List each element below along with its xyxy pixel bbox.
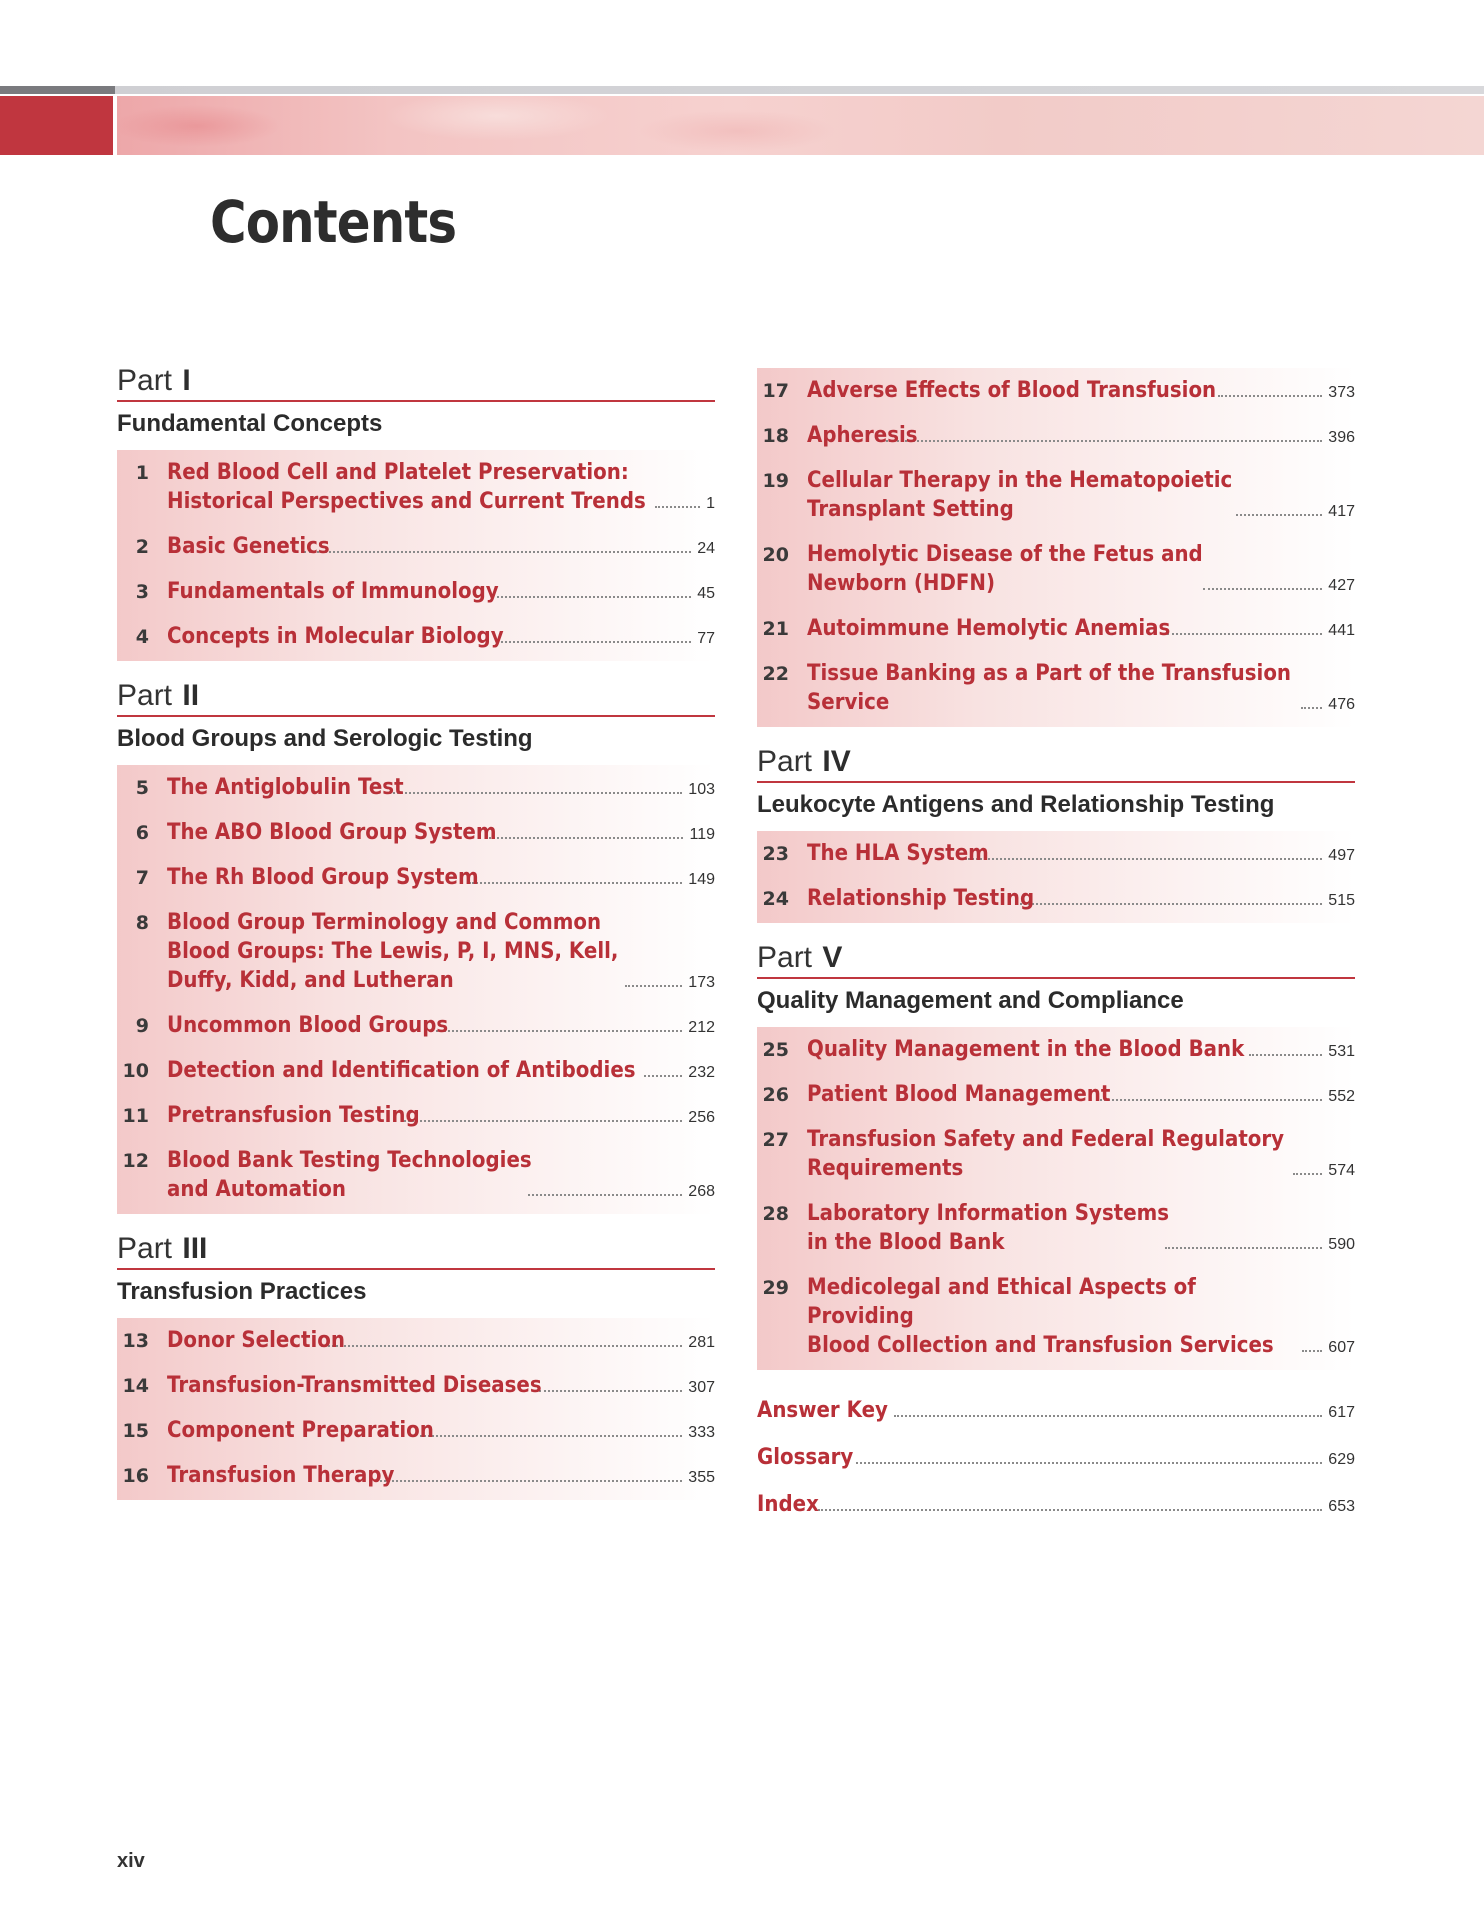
chapter-list [117, 765, 715, 1214]
chapter-body [807, 1080, 1355, 1109]
chapter-title-link[interactable]: Donor Selection [167, 1328, 345, 1353]
dot-leader [655, 506, 700, 508]
chapter-body [807, 659, 1355, 717]
toc-entry[interactable] [117, 622, 715, 651]
toc-entry[interactable] [757, 1199, 1355, 1257]
part-title: Transfusion Practices [117, 1278, 367, 1305]
dot-leader [469, 882, 682, 884]
chapter-number: 28 [762, 1203, 789, 1225]
chapter-body [807, 1273, 1355, 1360]
chapter-body [167, 458, 715, 516]
page-number: 103 [688, 781, 715, 798]
chapter-body [807, 540, 1355, 598]
page-number: 574 [1328, 1162, 1355, 1179]
chapter-number: 25 [762, 1039, 789, 1061]
toc-entry[interactable] [757, 884, 1355, 913]
chapter-body [807, 1125, 1355, 1183]
dot-leader [539, 1390, 682, 1392]
chapter-title-link[interactable]: The HLA System [807, 841, 989, 866]
chapter-title-link[interactable]: Transfusion Therapy [167, 1463, 395, 1488]
back-matter-entry[interactable] [757, 1443, 1355, 1472]
dot-leader [1165, 1247, 1322, 1249]
chapter-number: 12 [122, 1150, 149, 1172]
header-banner [117, 96, 1484, 155]
dot-leader [528, 1194, 682, 1196]
back-matter-entry[interactable] [757, 1490, 1355, 1519]
toc-entry[interactable] [117, 773, 715, 802]
part-label: Part [757, 745, 813, 778]
page-number: 212 [688, 1019, 715, 1036]
part-title: Leukocyte Antigens and Relationship Testing [757, 791, 1275, 818]
chapter-number: 23 [762, 843, 789, 865]
chapter-body [167, 577, 715, 606]
chapter-body [807, 421, 1355, 450]
page-number: 441 [1328, 622, 1355, 639]
dot-leader [1203, 588, 1322, 590]
chapter-title-link[interactable]: Tissue Banking as a Part of the Transfusion Service [807, 661, 1292, 715]
chapter-number: 26 [762, 1084, 789, 1106]
chapter-title-link[interactable]: Autoimmune Hemolytic Anemias [807, 616, 1171, 641]
chapter-body [167, 1011, 715, 1040]
part-number: III [182, 1232, 208, 1265]
toc-entry[interactable] [117, 1101, 715, 1130]
toc-entry[interactable] [757, 1035, 1355, 1064]
dot-leader [818, 1509, 1323, 1511]
page-number: 497 [1328, 847, 1355, 864]
chapter-body [807, 376, 1355, 405]
toc-entry[interactable] [117, 863, 715, 892]
chapter-list [117, 450, 715, 661]
page-title: Contents [210, 188, 457, 256]
page-number: 173 [688, 974, 715, 991]
chapter-number: 8 [135, 912, 149, 934]
chapter-title-link[interactable]: Blood Bank Testing Technologies and Automation [167, 1148, 532, 1202]
chapter-title-link[interactable]: Laboratory Information Systems in the Blood Bank [807, 1201, 1170, 1255]
chapter-body [167, 863, 715, 892]
chapter-body [807, 466, 1355, 524]
back-matter-title-link[interactable]: Glossary [757, 1445, 854, 1470]
back-matter-title-link[interactable]: Answer Key [757, 1398, 888, 1423]
page-number: 281 [688, 1334, 715, 1351]
toc-entry[interactable] [757, 659, 1355, 717]
chapter-number: 17 [762, 380, 789, 402]
part-heading [117, 1232, 715, 1270]
page-number: 515 [1328, 892, 1355, 909]
chapter-title-link[interactable]: Adverse Effects of Blood Transfusion [807, 378, 1217, 403]
chapter-number: 9 [135, 1015, 149, 1037]
page-number: 476 [1328, 696, 1355, 713]
chapter-body [807, 614, 1355, 643]
chapter-number: 13 [122, 1330, 149, 1352]
dot-leader [497, 641, 691, 643]
page-number: 77 [697, 630, 715, 647]
chapter-title-link[interactable]: Fundamentals of Immunology [167, 579, 499, 604]
page-number: 590 [1328, 1236, 1355, 1253]
dot-leader [894, 1415, 1322, 1417]
chapter-title-link[interactable]: Transfusion-Transmitted Diseases [167, 1373, 542, 1398]
chapter-number: 5 [135, 777, 149, 799]
dot-leader [420, 1435, 683, 1437]
toc-entry[interactable] [757, 540, 1355, 598]
part-label: Part [117, 679, 173, 712]
chapter-body [167, 1371, 715, 1400]
toc-entry[interactable] [117, 577, 715, 606]
chapter-body [807, 1035, 1355, 1064]
page-number: 307 [688, 1379, 715, 1396]
page-number: 427 [1328, 577, 1355, 594]
chapter-body [167, 1056, 715, 1085]
chapter-number: 15 [122, 1420, 149, 1442]
toc-entry[interactable] [757, 614, 1355, 643]
page-number: 373 [1328, 384, 1355, 401]
back-matter [757, 1396, 1355, 1519]
chapter-body [167, 773, 715, 802]
chapter-title-link[interactable]: Transfusion Safety and Federal Regulatory Requirements [807, 1127, 1285, 1181]
part-title: Fundamental Concepts [117, 410, 383, 437]
page-number: 256 [688, 1109, 715, 1126]
toc-entry[interactable] [117, 1146, 715, 1204]
chapter-title-link[interactable]: Medicolegal and Ethical Aspects of Providing Blood Collection and Transfusion Services [807, 1275, 1274, 1358]
chapter-title-link[interactable]: The ABO Blood Group System [167, 820, 497, 845]
page-number: 268 [688, 1183, 715, 1200]
toc-entry[interactable] [117, 1056, 715, 1085]
dot-leader [1249, 1054, 1322, 1056]
part-label: Part [117, 364, 173, 397]
chapter-number: 3 [135, 581, 149, 603]
dot-leader [1016, 903, 1323, 905]
chapter-number: 29 [762, 1277, 789, 1299]
dot-leader [1236, 514, 1323, 516]
dot-leader [376, 1480, 682, 1482]
chapter-number: 10 [122, 1060, 149, 1082]
toc-entry[interactable] [757, 376, 1355, 405]
toc-entry[interactable] [117, 1371, 715, 1400]
page-number: 24 [697, 540, 715, 557]
part-title: Blood Groups and Serologic Testing [117, 725, 533, 752]
dot-leader [404, 1120, 682, 1122]
page-number: 531 [1328, 1043, 1355, 1060]
chapter-body [167, 1416, 715, 1445]
chapter-title-link[interactable]: The Rh Blood Group System [167, 865, 479, 890]
chapter-title-link[interactable]: Uncommon Blood Groups [167, 1013, 449, 1038]
toc-entry[interactable] [757, 1125, 1355, 1183]
toc-entry[interactable] [757, 466, 1355, 524]
toc-right-column [757, 368, 1355, 1537]
chapter-title-link[interactable]: Apheresis [807, 423, 918, 448]
chapter-title-link[interactable]: Cellular Therapy in the Hematopoietic Transplant Setting [807, 468, 1233, 522]
chapter-title-link[interactable]: Detection and Identification of Antibodies [167, 1058, 636, 1083]
toc-entry[interactable] [757, 1080, 1355, 1109]
part-number: V [822, 941, 843, 974]
chapter-title-link[interactable]: The Antiglobulin Test [167, 775, 404, 800]
chapter-number: 14 [122, 1375, 149, 1397]
part-number: II [182, 679, 200, 712]
chapter-number: 19 [762, 470, 789, 492]
chapter-title-link[interactable]: Basic Genetics [167, 534, 330, 559]
chapter-title-link[interactable]: Red Blood Cell and Platelet Preservation: Historical Perspectives and Current Trends [167, 460, 646, 514]
dot-leader [1167, 633, 1322, 635]
toc-entry[interactable] [117, 1326, 715, 1355]
page-number: 149 [688, 871, 715, 888]
chapter-list-continued [757, 368, 1355, 727]
page-number: 417 [1328, 503, 1355, 520]
chapter-number: 4 [135, 626, 149, 648]
toc-left-column [117, 364, 715, 1500]
page-number: 45 [697, 585, 715, 602]
part-heading [117, 679, 715, 717]
back-matter-title-link[interactable]: Index [757, 1492, 819, 1517]
toc-entry[interactable] [117, 532, 715, 561]
page-number: 629 [1328, 1451, 1355, 1468]
dot-leader [386, 792, 682, 794]
dot-leader [886, 440, 1322, 442]
toc-entry[interactable] [757, 421, 1355, 450]
chapter-number: 18 [762, 425, 789, 447]
chapter-number: 11 [122, 1105, 149, 1127]
dot-leader [492, 596, 691, 598]
chapter-body [167, 622, 715, 651]
page-number: 617 [1328, 1404, 1355, 1421]
toc-entry[interactable] [117, 908, 715, 995]
page-number: 396 [1328, 429, 1355, 446]
chapter-title-link[interactable]: Pretransfusion Testing [167, 1103, 420, 1128]
page-number: 653 [1328, 1498, 1355, 1515]
dot-leader [436, 1030, 683, 1032]
chapter-body [807, 884, 1355, 913]
dot-leader [1293, 1173, 1322, 1175]
page-number: 355 [688, 1469, 715, 1486]
chapter-body [807, 1199, 1355, 1257]
toc-entry[interactable] [117, 1011, 715, 1040]
dot-leader [321, 1345, 682, 1347]
dot-leader [1301, 707, 1322, 709]
chapter-number: 2 [135, 536, 149, 558]
dot-leader [644, 1075, 683, 1077]
chapter-body [167, 818, 715, 847]
toc-entry[interactable] [757, 839, 1355, 868]
chapter-title-link[interactable]: Patient Blood Management [807, 1082, 1111, 1107]
toc-entry[interactable] [117, 1461, 715, 1490]
dot-leader [965, 858, 1322, 860]
page-number: 552 [1328, 1088, 1355, 1105]
chapter-number: 24 [762, 888, 789, 910]
dot-leader [1100, 1099, 1322, 1101]
dot-leader [856, 1462, 1322, 1464]
toc-entry[interactable] [117, 1416, 715, 1445]
chapter-title-link[interactable]: Blood Group Terminology and Common Blood Groups: The Lewis, P, I, MNS, Kell, Duffy, Kidd, and Lutheran [167, 910, 619, 993]
chapter-list [117, 1318, 715, 1500]
chapter-number: 20 [762, 544, 789, 566]
top-rule [0, 86, 1484, 94]
dot-leader [489, 837, 683, 839]
page-folio: xiv [117, 1850, 145, 1872]
chapter-number: 7 [135, 867, 149, 889]
toc-entry[interactable] [757, 1273, 1355, 1360]
chapter-title-link[interactable]: Concepts in Molecular Biology [167, 624, 504, 649]
page-number: 1 [706, 495, 715, 512]
part-heading [757, 941, 1355, 979]
page-number: 119 [689, 826, 715, 843]
chapter-number: 16 [122, 1465, 149, 1487]
part-number: I [182, 364, 191, 397]
toc-entry[interactable] [117, 458, 715, 516]
chapter-body [167, 908, 715, 995]
chapter-body [167, 1101, 715, 1130]
page-number: 232 [688, 1064, 715, 1081]
dot-leader [1218, 395, 1323, 397]
page-number: 333 [688, 1424, 715, 1441]
chapter-body [167, 532, 715, 561]
toc-entry[interactable] [117, 818, 715, 847]
header-color-block [0, 96, 113, 155]
dot-leader [1302, 1350, 1322, 1352]
chapter-title-link[interactable]: Relationship Testing [807, 886, 1035, 911]
dot-leader [304, 551, 691, 553]
chapter-list [757, 831, 1355, 923]
chapter-body [167, 1326, 715, 1355]
part-number: IV [822, 745, 851, 778]
part-heading [117, 364, 715, 402]
page-number: 607 [1328, 1339, 1355, 1356]
chapter-number: 21 [762, 618, 789, 640]
chapter-body [807, 839, 1355, 868]
chapter-title-link[interactable]: Quality Management in the Blood Bank [807, 1037, 1245, 1062]
chapter-title-link[interactable]: Component Preparation [167, 1418, 434, 1443]
chapter-number: 22 [762, 663, 789, 685]
dot-leader [625, 985, 683, 987]
chapter-body [167, 1146, 715, 1204]
part-title: Quality Management and Compliance [757, 987, 1184, 1014]
chapter-number: 27 [762, 1129, 789, 1151]
back-matter-entry[interactable] [757, 1396, 1355, 1425]
chapter-number: 1 [135, 462, 149, 484]
part-label: Part [117, 1232, 173, 1265]
part-heading [757, 745, 1355, 783]
chapter-body [167, 1461, 715, 1490]
chapter-list [757, 1027, 1355, 1370]
part-label: Part [757, 941, 813, 974]
chapter-number: 6 [135, 822, 149, 844]
chapter-title-link[interactable]: Hemolytic Disease of the Fetus and Newborn (HDFN) [807, 542, 1203, 596]
